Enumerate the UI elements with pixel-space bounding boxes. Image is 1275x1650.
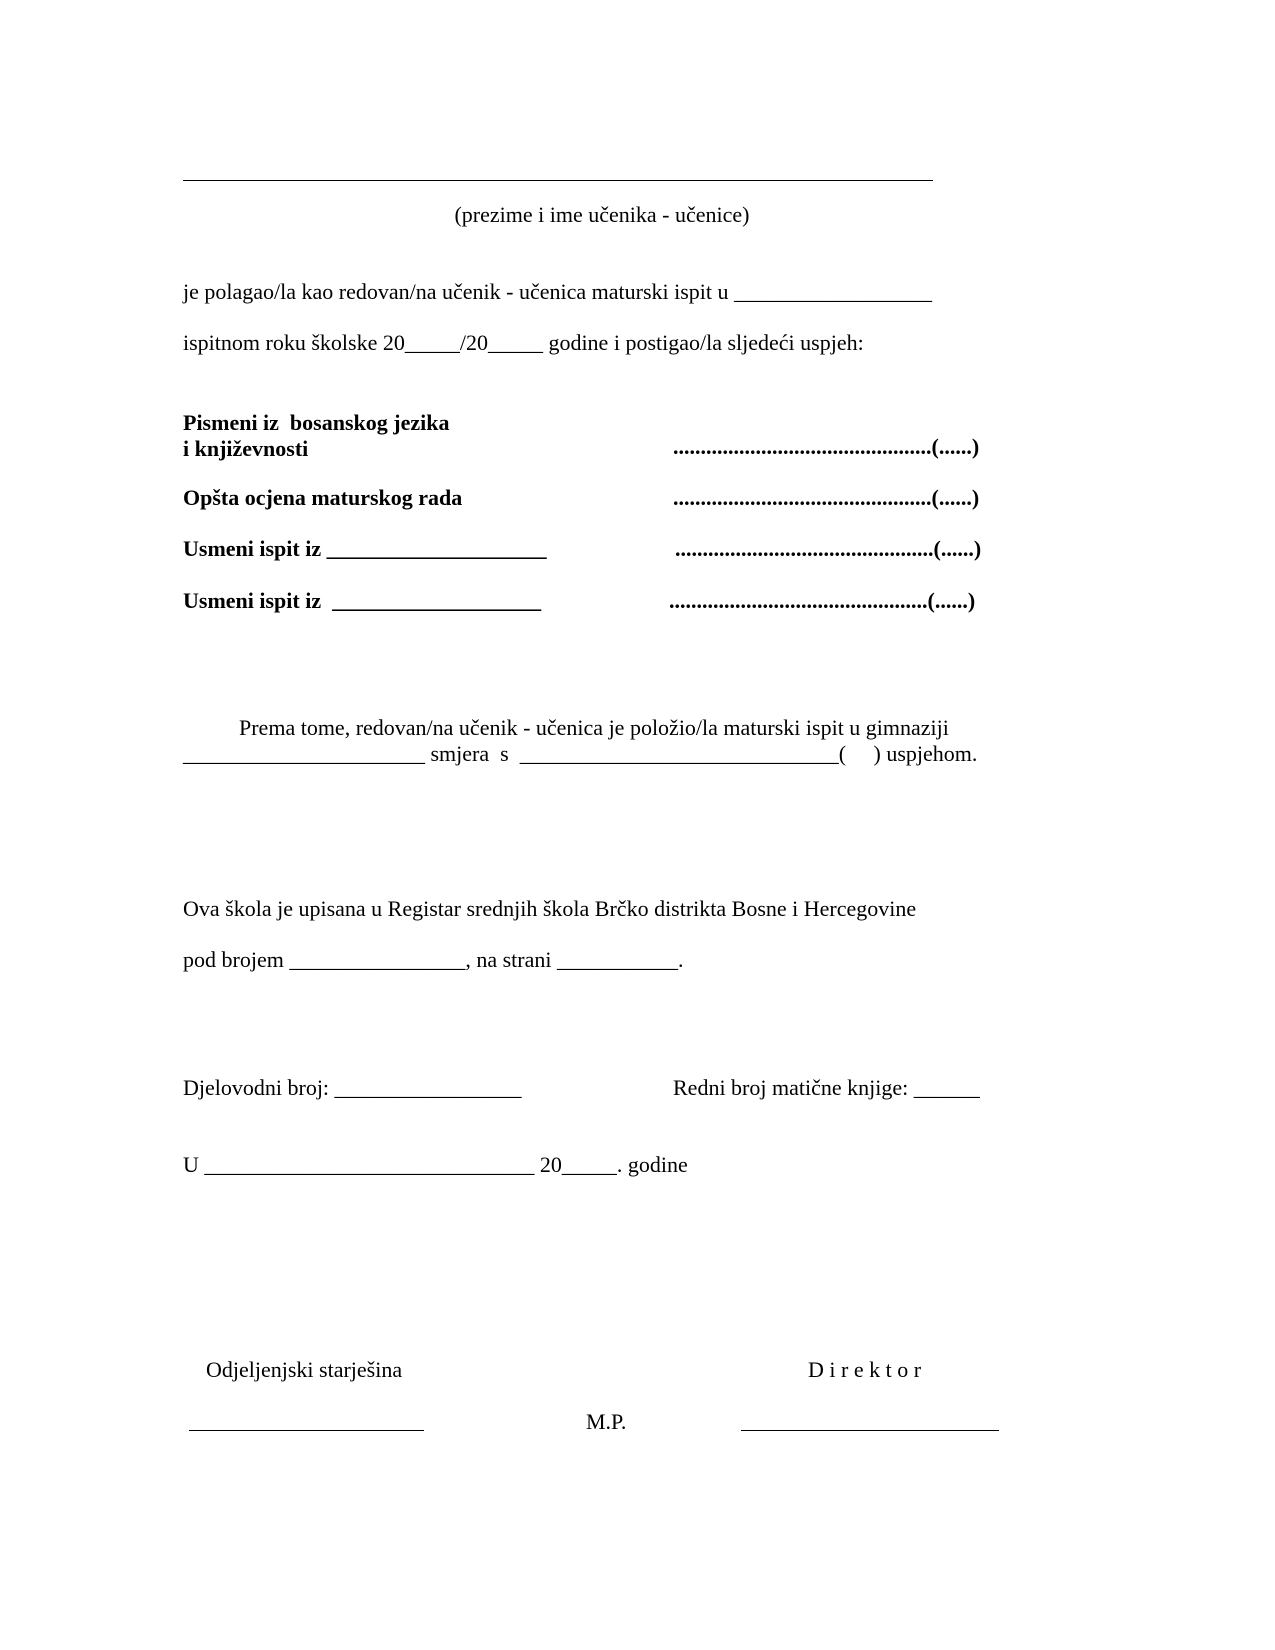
director-signature-line[interactable]: [741, 1430, 999, 1431]
intro-line-1: je polagao/la kao redovan/na učenik - učenica maturski ispit u __________________: [183, 279, 933, 304]
grade-label-written-bosnian: Pismeni iz bosanskog jezika i književnosti: [183, 410, 450, 461]
registry-line-2: pod brojem ________________, na strani ___________.: [183, 947, 684, 972]
grade-score-thesis[interactable]: ...............................................(......): [673, 485, 980, 510]
grade-score-written-bosnian[interactable]: ...............................................(......): [673, 434, 980, 459]
file-number: Djelovodni broj: _________________: [183, 1075, 522, 1100]
stamp-label: M.P.: [586, 1409, 627, 1434]
homeroom-teacher-signature-line[interactable]: [189, 1430, 424, 1431]
intro-line-2: ispitnom roku školske 20_____/20_____ godine i postigao/la sljedeći uspjeh:: [183, 330, 864, 355]
grade-label-thesis: Opšta ocjena maturskog rada: [183, 485, 463, 510]
conclusion-line-1: Prema tome, redovan/na učenik - učenica je položio/la maturski ispit u gimnaziji: [239, 715, 949, 740]
grade-score-oral-2[interactable]: ...............................................(......): [669, 588, 976, 613]
student-name-caption: (prezime i ime učenika - učenice): [454, 202, 750, 227]
student-name-line[interactable]: [183, 180, 933, 181]
register-number: Redni broj matične knjige: ______: [673, 1075, 980, 1100]
grade-label-oral-1: Usmeni ispit iz ____________________: [183, 536, 547, 561]
grade-label-oral-2: Usmeni ispit iz ___________________: [183, 588, 542, 613]
registry-line-1: Ova škola je upisana u Registar srednjih škola Brčko distrikta Bosne i Hercegovine: [183, 896, 917, 921]
director-title: D i r e k t o r: [808, 1357, 922, 1382]
conclusion-line-2: ______________________ smjera s _____________________________( ) uspjehom.: [183, 741, 978, 766]
place-date-line: U ______________________________ 20_____. godine: [183, 1152, 688, 1177]
homeroom-teacher-title: Odjeljenjski starješina: [206, 1357, 403, 1382]
grade-score-oral-1[interactable]: ...............................................(......): [675, 536, 982, 561]
